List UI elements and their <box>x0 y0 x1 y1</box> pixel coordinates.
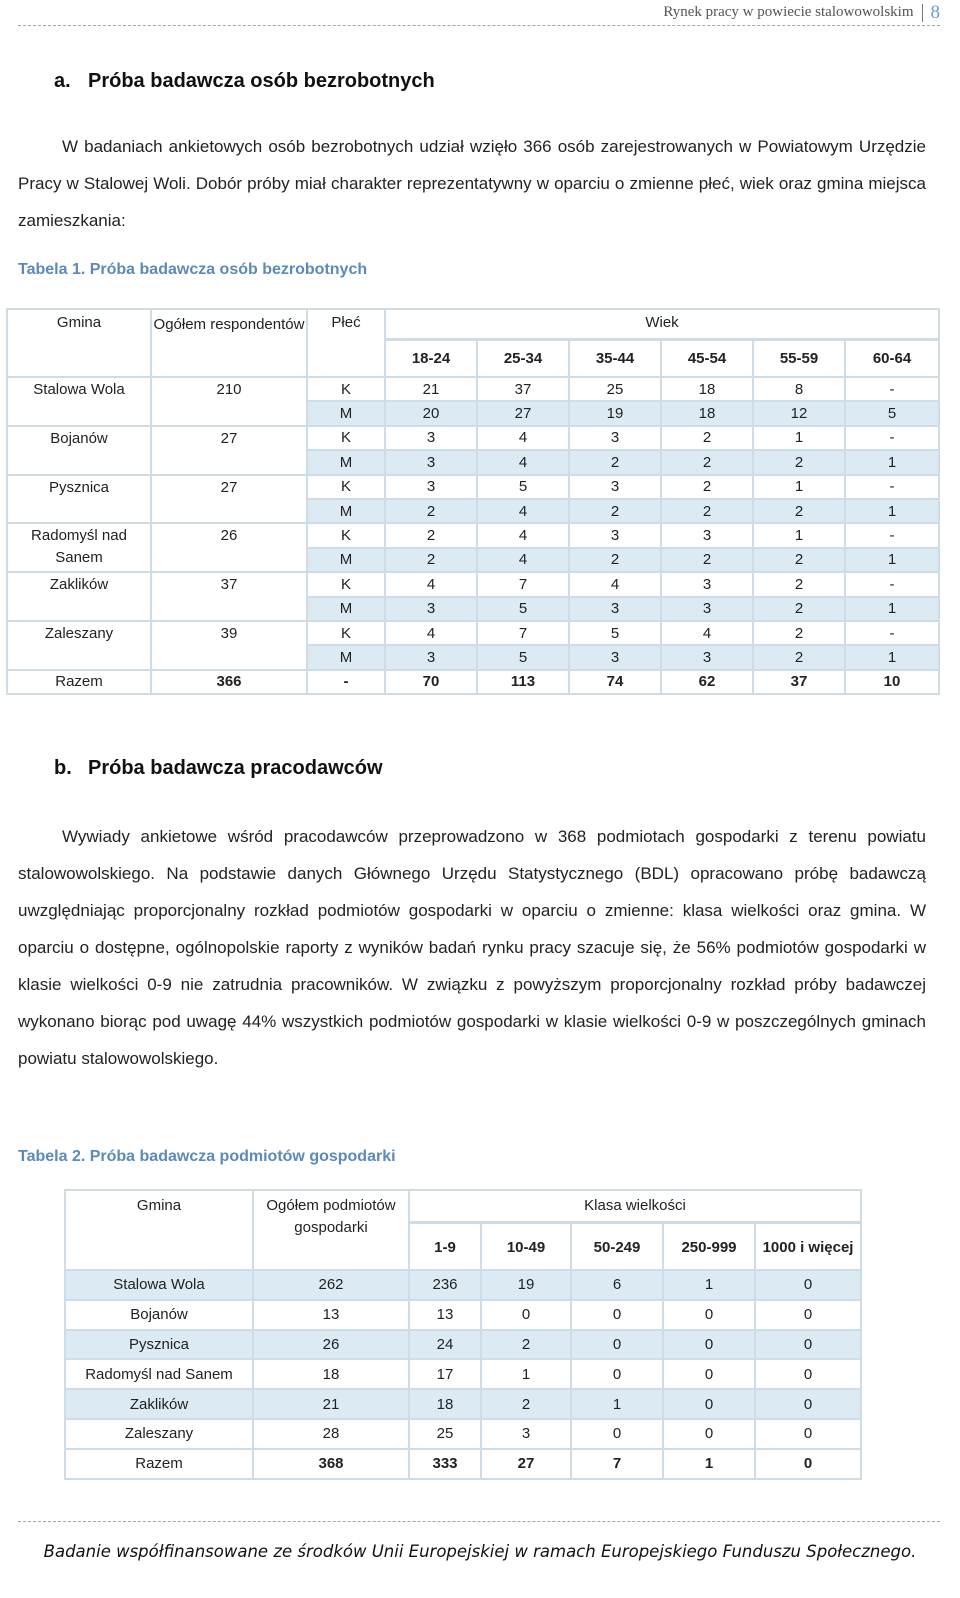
t1-age-group: 60-64 <box>845 339 939 377</box>
t1-value-cell: 1 <box>845 450 939 474</box>
t2-size-class: 250-999 <box>663 1222 755 1270</box>
t2-value-cell: 0 <box>571 1419 663 1449</box>
t2-size-class: 1000 i więcej <box>755 1222 861 1270</box>
table-row <box>7 621 939 645</box>
t1-value-cell: - <box>845 377 939 401</box>
t2-gmina-cell: Zaleszany <box>65 1419 253 1449</box>
t2-value-cell: 24 <box>409 1330 481 1360</box>
t1-header-gmina: Gmina <box>7 309 151 377</box>
t1-value-cell: 4 <box>385 621 477 645</box>
t1-total-cell: 37 <box>753 670 845 694</box>
t2-value-cell: 0 <box>755 1419 861 1449</box>
table-row <box>65 1419 861 1449</box>
table-row <box>65 1389 861 1419</box>
table2-employer-sample <box>64 1189 862 1480</box>
t2-ogolem-cell: 18 <box>253 1359 409 1389</box>
t2-gmina-cell: Pysznica <box>65 1330 253 1360</box>
t2-value-cell: 0 <box>663 1389 755 1419</box>
table-row <box>7 523 939 547</box>
t1-value-cell: 4 <box>477 523 569 547</box>
t2-size-class: 1-9 <box>409 1222 481 1270</box>
section-a-number: a. <box>54 70 71 92</box>
t1-total-label: Razem <box>7 670 151 694</box>
t2-ogolem-cell: 13 <box>253 1300 409 1330</box>
t2-value-cell: 2 <box>481 1389 571 1419</box>
t2-value-cell: 0 <box>571 1359 663 1389</box>
t1-value-cell: 3 <box>385 450 477 474</box>
t2-value-cell: 17 <box>409 1359 481 1389</box>
t1-sex-cell: M <box>307 597 385 621</box>
t1-value-cell: 20 <box>385 401 477 425</box>
t1-age-group: 18-24 <box>385 339 477 377</box>
t1-sex-cell: K <box>307 572 385 596</box>
t2-size-class: 10-49 <box>481 1222 571 1270</box>
t1-total-cell: 113 <box>477 670 569 694</box>
header-title: Rynek pracy w powiecie stalowowolskim <box>663 4 914 20</box>
table-row <box>65 1359 861 1389</box>
t1-value-cell: 2 <box>753 450 845 474</box>
t1-value-cell: 2 <box>569 450 661 474</box>
t2-total-cell: 0 <box>755 1449 861 1479</box>
t2-ogolem-cell: 262 <box>253 1270 409 1300</box>
t1-value-cell: 3 <box>569 426 661 450</box>
t2-value-cell: 25 <box>409 1419 481 1449</box>
t1-sex-cell: K <box>307 377 385 401</box>
t1-value-cell: 2 <box>753 572 845 596</box>
t1-value-cell: 2 <box>569 548 661 572</box>
t1-value-cell: 2 <box>661 548 753 572</box>
t2-value-cell: 0 <box>481 1300 571 1330</box>
t1-value-cell: 3 <box>661 645 753 669</box>
t1-value-cell: 1 <box>753 523 845 547</box>
t1-total-cell: 74 <box>569 670 661 694</box>
t2-value-cell: 236 <box>409 1270 481 1300</box>
t1-total-row <box>7 670 939 694</box>
t1-value-cell: 3 <box>569 645 661 669</box>
t2-value-cell: 0 <box>663 1359 755 1389</box>
t1-value-cell: 8 <box>753 377 845 401</box>
section-a-paragraph <box>18 128 926 239</box>
t1-value-cell: 2 <box>661 475 753 499</box>
t1-value-cell: 18 <box>661 401 753 425</box>
section-b-number: b. <box>54 757 72 779</box>
t2-value-cell: 0 <box>663 1419 755 1449</box>
t1-ogolem-cell: 27 <box>151 475 307 524</box>
t1-value-cell: 25 <box>569 377 661 401</box>
t1-gmina-cell: Stalowa Wola <box>7 377 151 426</box>
table-row <box>65 1330 861 1360</box>
t1-sex-cell: M <box>307 401 385 425</box>
t2-total-ogolem: 368 <box>253 1449 409 1479</box>
t1-sex-cell: M <box>307 548 385 572</box>
t1-value-cell: - <box>845 426 939 450</box>
t2-gmina-cell: Radomyśl nad Sanem <box>65 1359 253 1389</box>
t1-value-cell: 2 <box>385 499 477 523</box>
t1-ogolem-cell: 210 <box>151 377 307 426</box>
t1-gmina-cell: Radomyśl nad Sanem <box>7 523 151 572</box>
t2-header-gmina: Gmina <box>65 1190 253 1270</box>
t2-total-cell: 1 <box>663 1449 755 1479</box>
t1-header-wiek: Wiek <box>385 309 939 339</box>
t1-value-cell: - <box>845 621 939 645</box>
t1-value-cell: 2 <box>569 499 661 523</box>
t1-value-cell: 5 <box>477 475 569 499</box>
t1-value-cell: 2 <box>661 450 753 474</box>
t1-sex-cell: M <box>307 645 385 669</box>
t1-value-cell: 4 <box>477 499 569 523</box>
header-separator <box>922 4 923 22</box>
t1-value-cell: 3 <box>385 426 477 450</box>
t1-value-cell: 4 <box>477 548 569 572</box>
t1-sex-cell: K <box>307 621 385 645</box>
t1-value-cell: 5 <box>477 645 569 669</box>
t2-total-cell: 7 <box>571 1449 663 1479</box>
t1-sex-cell: K <box>307 426 385 450</box>
t1-header-ogolem: Ogółem respondentów <box>151 309 307 377</box>
t1-value-cell: 1 <box>845 597 939 621</box>
t1-value-cell: 3 <box>385 597 477 621</box>
table-row <box>65 1300 861 1330</box>
t2-value-cell: 0 <box>571 1330 663 1360</box>
t2-value-cell: 0 <box>663 1330 755 1360</box>
t1-value-cell: 2 <box>753 548 845 572</box>
t2-value-cell: 0 <box>755 1389 861 1419</box>
t1-value-cell: 3 <box>569 475 661 499</box>
t1-gmina-cell: Pysznica <box>7 475 151 524</box>
t2-total-cell: 27 <box>481 1449 571 1479</box>
t1-age-group: 25-34 <box>477 339 569 377</box>
t2-value-cell: 0 <box>755 1330 861 1360</box>
section-b-heading <box>54 757 383 780</box>
t2-ogolem-cell: 26 <box>253 1330 409 1360</box>
t1-value-cell: 2 <box>385 548 477 572</box>
t1-value-cell: 12 <box>753 401 845 425</box>
page-footer: Badanie współfinansowane ze środków Unii Europejskiej w ramach Europejskiego Funduszu Społecznego. <box>43 1542 917 1561</box>
table-row <box>7 426 939 450</box>
t1-ogolem-cell: 39 <box>151 621 307 670</box>
page-number: 8 <box>930 1 940 23</box>
t2-value-cell: 3 <box>481 1419 571 1449</box>
t1-value-cell: 3 <box>385 475 477 499</box>
t1-value-cell: 4 <box>569 572 661 596</box>
t1-ogolem-cell: 26 <box>151 523 307 572</box>
t1-value-cell: 1 <box>753 475 845 499</box>
t1-value-cell: 18 <box>661 377 753 401</box>
t1-value-cell: 4 <box>385 572 477 596</box>
t1-value-cell: 19 <box>569 401 661 425</box>
t2-value-cell: 0 <box>755 1270 861 1300</box>
t2-value-cell: 0 <box>663 1300 755 1330</box>
t1-value-cell: 37 <box>477 377 569 401</box>
table-row <box>7 572 939 596</box>
t1-value-cell: - <box>845 475 939 499</box>
t2-value-cell: 1 <box>663 1270 755 1300</box>
table1-unemployed-sample <box>6 308 940 695</box>
table2-caption: Tabela 2. Próba badawcza podmiotów gospodarki <box>18 1148 396 1165</box>
t2-gmina-cell: Bojanów <box>65 1300 253 1330</box>
t1-value-cell: 2 <box>753 621 845 645</box>
t2-value-cell: 0 <box>755 1359 861 1389</box>
t1-value-cell: 2 <box>753 645 845 669</box>
t1-value-cell: 27 <box>477 401 569 425</box>
t2-value-cell: 0 <box>571 1300 663 1330</box>
footer-rule <box>18 1521 940 1522</box>
t1-value-cell: 3 <box>661 572 753 596</box>
t1-value-cell: 2 <box>661 426 753 450</box>
t1-value-cell: 3 <box>661 523 753 547</box>
t2-header-ogolem: Ogółem podmiotów gospodarki <box>253 1190 409 1270</box>
t1-gmina-cell: Zaleszany <box>7 621 151 670</box>
t1-value-cell: 4 <box>661 621 753 645</box>
t1-value-cell: 5 <box>569 621 661 645</box>
t2-total-cell: 333 <box>409 1449 481 1479</box>
t2-value-cell: 18 <box>409 1389 481 1419</box>
t1-value-cell: 1 <box>845 548 939 572</box>
section-b-paragraph <box>18 818 926 1077</box>
t2-total-row <box>65 1449 861 1479</box>
t1-value-cell: 5 <box>845 401 939 425</box>
t1-gmina-cell: Bojanów <box>7 426 151 475</box>
t2-value-cell: 19 <box>481 1270 571 1300</box>
t1-value-cell: 3 <box>385 645 477 669</box>
t1-value-cell: 4 <box>477 450 569 474</box>
t1-sex-cell: M <box>307 499 385 523</box>
t1-age-group: 35-44 <box>569 339 661 377</box>
section-b-title: Próba badawcza pracodawców <box>88 757 383 779</box>
t2-value-cell: 1 <box>481 1359 571 1389</box>
t2-total-label: Razem <box>65 1449 253 1479</box>
t1-value-cell: - <box>845 572 939 596</box>
t2-header-klasa: Klasa wielkości <box>409 1190 861 1222</box>
t1-value-cell: 1 <box>845 499 939 523</box>
section-a-title: Próba badawcza osób bezrobotnych <box>88 70 435 92</box>
t1-value-cell: 5 <box>477 597 569 621</box>
page-header <box>18 0 940 26</box>
section-b-text: Wywiady ankietowe wśród pracodawców przeprowadzono w 368 podmiotach gospodarki z terenu powiatu stalowowolskiego. Na podstawie danych Głównego Urzędu Statystycznego (BDL) opracowano próbę badawczą uwzględniając proporcjonalny rozkład podmiotów gospodarki w oparciu o zmienne: klasa wielkości oraz gmina. W oparciu o dostępne, ogólnopolskie raporty z wyników badań rynku pracy szacuje się, że 56% podmiotów gospodarki w klasie wielkości 0-9 nie zatrudnia pracowników. W związku z powyższym proporcjonalny rozkład próby badawczej wykonano biorąc pod uwagę 44% wszystkich podmiotów gospodarki w klasie wielkości 0-9 w poszczególnych gminach powiatu stalowowolskiego. <box>18 827 926 1068</box>
t1-total-cell: 10 <box>845 670 939 694</box>
t1-sex-cell: M <box>307 450 385 474</box>
t1-value-cell: 1 <box>845 645 939 669</box>
t1-value-cell: 2 <box>753 597 845 621</box>
table-row <box>65 1270 861 1300</box>
t2-value-cell: 6 <box>571 1270 663 1300</box>
t2-ogolem-cell: 28 <box>253 1419 409 1449</box>
t1-value-cell: 3 <box>569 597 661 621</box>
t1-value-cell: 7 <box>477 621 569 645</box>
t1-value-cell: 3 <box>569 523 661 547</box>
t2-value-cell: 13 <box>409 1300 481 1330</box>
t1-value-cell: - <box>845 523 939 547</box>
section-a-heading <box>54 70 435 93</box>
table1-caption: Tabela 1. Próba badawcza osób bezrobotnych <box>18 261 368 278</box>
t1-value-cell: 4 <box>477 426 569 450</box>
t1-header-plec: Płeć <box>307 309 385 377</box>
t1-value-cell: 7 <box>477 572 569 596</box>
t1-ogolem-cell: 37 <box>151 572 307 621</box>
t1-value-cell: 3 <box>661 597 753 621</box>
t1-age-group: 55-59 <box>753 339 845 377</box>
t1-total-cell: 70 <box>385 670 477 694</box>
t1-value-cell: 2 <box>385 523 477 547</box>
t2-size-class: 50-249 <box>571 1222 663 1270</box>
t1-gmina-cell: Zaklików <box>7 572 151 621</box>
t2-ogolem-cell: 21 <box>253 1389 409 1419</box>
t1-total-cell: 62 <box>661 670 753 694</box>
t1-total-plec: - <box>307 670 385 694</box>
table-row <box>7 377 939 401</box>
t1-value-cell: 21 <box>385 377 477 401</box>
section-a-text: W badaniach ankietowych osób bezrobotnych udział wzięło 366 osób zarejestrowanych w Powiatowym Urzędzie Pracy w Stalowej Woli. Dobór próby miał charakter reprezentatywny w oparciu o zmienne płeć, wiek oraz gmina miejsca zamieszkania: <box>18 137 926 230</box>
t1-total-ogolem: 366 <box>151 670 307 694</box>
t1-sex-cell: K <box>307 523 385 547</box>
t1-age-group: 45-54 <box>661 339 753 377</box>
t2-value-cell: 2 <box>481 1330 571 1360</box>
t1-sex-cell: K <box>307 475 385 499</box>
t2-value-cell: 0 <box>755 1300 861 1330</box>
t1-value-cell: 1 <box>753 426 845 450</box>
t2-gmina-cell: Stalowa Wola <box>65 1270 253 1300</box>
t1-ogolem-cell: 27 <box>151 426 307 475</box>
table-row <box>7 475 939 499</box>
t1-value-cell: 2 <box>753 499 845 523</box>
t2-value-cell: 1 <box>571 1389 663 1419</box>
t1-value-cell: 2 <box>661 499 753 523</box>
t2-gmina-cell: Zaklików <box>65 1389 253 1419</box>
